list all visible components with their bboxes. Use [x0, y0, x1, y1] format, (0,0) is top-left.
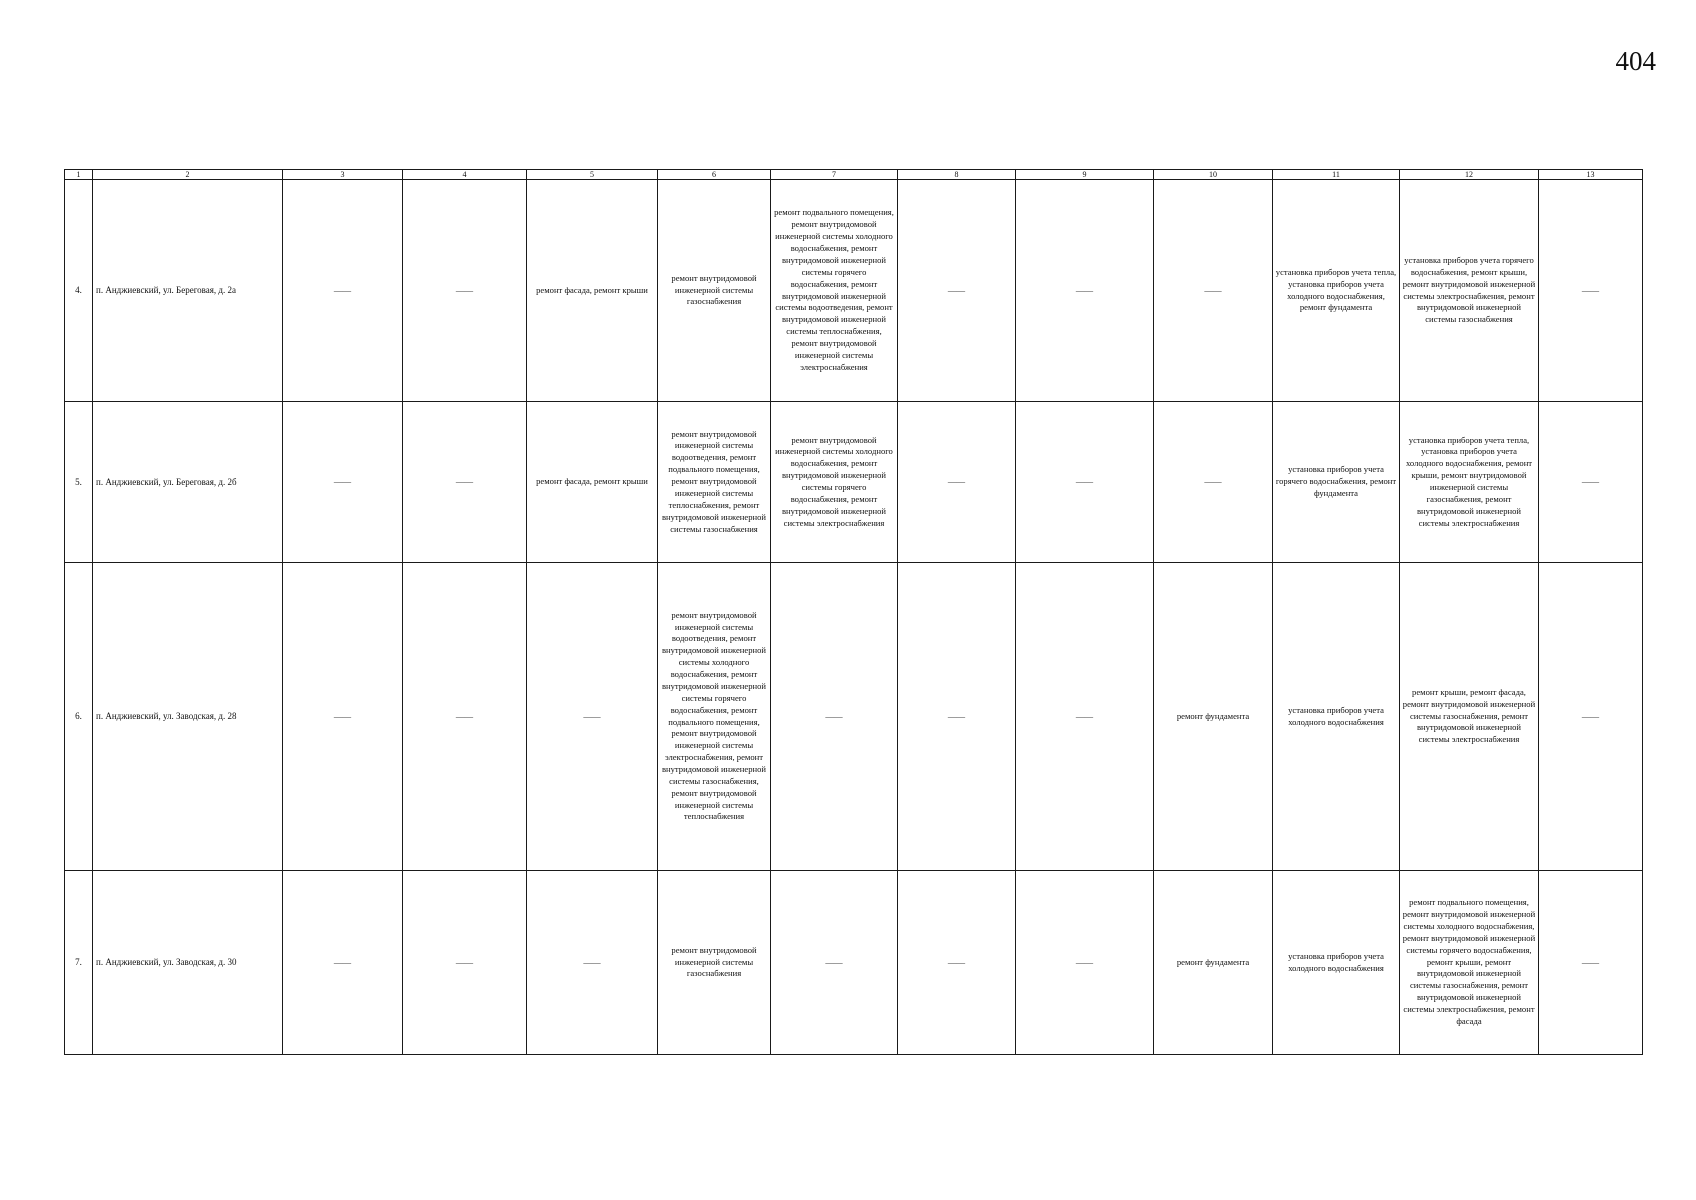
cell-col-11: установка приборов учета тепла, установка приборов учета холодного водоснабжения, ремонт фундамента: [1273, 180, 1400, 402]
cell-col-11: установка приборов учета холодного водоснабжения: [1273, 563, 1400, 871]
cell-col-8: ——: [898, 563, 1016, 871]
column-header: 5: [527, 170, 658, 180]
address-cell: п. Анджиевский, ул. Заводская, д. 30: [93, 871, 283, 1055]
cell-col-13: ——: [1539, 180, 1643, 402]
cell-col-5: ремонт фасада, ремонт крыши: [527, 180, 658, 402]
cell-col-3: ——: [283, 563, 403, 871]
cell-col-4: ——: [403, 871, 527, 1055]
cell-col-10: ——: [1154, 402, 1273, 563]
column-header: 3: [283, 170, 403, 180]
column-number-row: [65, 170, 1643, 180]
column-header: 11: [1273, 170, 1400, 180]
row-number: 6.: [65, 563, 93, 871]
cell-col-8: ——: [898, 180, 1016, 402]
row-number: 5.: [65, 402, 93, 563]
cell-col-13: ——: [1539, 563, 1643, 871]
cell-col-4: ——: [403, 180, 527, 402]
cell-col-12: ремонт подвального помещения, ремонт внутридомовой инженерной системы холодного водоснабжения, ремонт внутридомовой инженерной системы горячего водоснабжения, ремонт крыши, ремонт внутридомовой инженерной системы газоснабжения, ремонт внутридомовой инженерной системы электроснабжения, ремонт фасада: [1400, 871, 1539, 1055]
cell-col-5: ремонт фасада, ремонт крыши: [527, 402, 658, 563]
column-header: 7: [771, 170, 898, 180]
cell-col-8: ——: [898, 871, 1016, 1055]
cell-col-9: ——: [1016, 180, 1154, 402]
cell-col-7: ремонт внутридомовой инженерной системы холодного водоснабжения, ремонт внутридомовой инженерной системы горячего водоснабжения, ремонт внутридомовой инженерной системы электроснабжения: [771, 402, 898, 563]
cell-col-8: ——: [898, 402, 1016, 563]
cell-col-6: ремонт внутридомовой инженерной системы газоснабжения: [658, 871, 771, 1055]
cell-col-5: ——: [527, 563, 658, 871]
row-number: 4.: [65, 180, 93, 402]
column-header: 13: [1539, 170, 1643, 180]
cell-col-12: установка приборов учета тепла, установка приборов учета холодного водоснабжения, ремонт крыши, ремонт внутридомовой инженерной системы газоснабжения, ремонт внутридомовой инженерной системы электроснабжения: [1400, 402, 1539, 563]
column-header: 10: [1154, 170, 1273, 180]
cell-col-11: установка приборов учета холодного водоснабжения: [1273, 871, 1400, 1055]
column-header: 1: [65, 170, 93, 180]
cell-col-4: ——: [403, 402, 527, 563]
address-cell: п. Анджиевский, ул. Заводская, д. 28: [93, 563, 283, 871]
cell-col-12: установка приборов учета горячего водоснабжения, ремонт крыши, ремонт внутридомовой инженерной системы электроснабжения, ремонт внутридомовой инженерной системы газоснабжения: [1400, 180, 1539, 402]
table-row: [65, 871, 1643, 1055]
column-header: 2: [93, 170, 283, 180]
cell-col-3: ——: [283, 180, 403, 402]
cell-col-10: ремонт фундамента: [1154, 563, 1273, 871]
cell-col-10: ремонт фундамента: [1154, 871, 1273, 1055]
cell-col-10: ——: [1154, 180, 1273, 402]
table-row: [65, 563, 1643, 871]
column-header: 4: [403, 170, 527, 180]
table-row: [65, 402, 1643, 563]
address-cell: п. Анджиевский, ул. Береговая, д. 2б: [93, 402, 283, 563]
cell-col-7: ——: [771, 871, 898, 1055]
cell-col-4: ——: [403, 563, 527, 871]
table-row: [65, 180, 1643, 402]
row-number: 7.: [65, 871, 93, 1055]
cell-col-6: ремонт внутридомовой инженерной системы водоотведения, ремонт внутридомовой инженерной системы холодного водоснабжения, ремонт внутридомовой инженерной системы горячего водоснабжения, ремонт подвального помещения, ремонт внутридомовой инженерной системы электроснабжения, ремонт внутридомовой инженерной системы газоснабжения, ремонт внутридомовой инженерной системы теплоснабжения: [658, 563, 771, 871]
cell-col-9: ——: [1016, 402, 1154, 563]
cell-col-9: ——: [1016, 871, 1154, 1055]
cell-col-13: ——: [1539, 871, 1643, 1055]
cell-col-5: ——: [527, 871, 658, 1055]
cell-col-11: установка приборов учета горячего водоснабжения, ремонт фундамента: [1273, 402, 1400, 563]
column-header: 9: [1016, 170, 1154, 180]
cell-col-13: ——: [1539, 402, 1643, 563]
page-number: 404: [1615, 46, 1656, 76]
cell-col-9: ——: [1016, 563, 1154, 871]
cell-col-6: ремонт внутридомовой инженерной системы газоснабжения: [658, 180, 771, 402]
cell-col-7: ремонт подвального помещения, ремонт внутридомовой инженерной системы холодного водоснабжения, ремонт внутридомовой инженерной системы горячего водоснабжения, ремонт внутридомовой инженерной системы водоотведения, ремонт внутридомовой инженерной системы теплоснабжения, ремонт внутридомовой инженерной системы электроснабжения: [771, 180, 898, 402]
cell-col-12: ремонт крыши, ремонт фасада, ремонт внутридомовой инженерной системы газоснабжения, ремонт внутридомовой инженерной системы электроснабжения: [1400, 563, 1539, 871]
column-header: 12: [1400, 170, 1539, 180]
cell-col-7: ——: [771, 563, 898, 871]
column-header: 6: [658, 170, 771, 180]
cell-col-3: ——: [283, 871, 403, 1055]
column-header: 8: [898, 170, 1016, 180]
address-cell: п. Анджиевский, ул. Береговая, д. 2а: [93, 180, 283, 402]
cell-col-6: ремонт внутридомовой инженерной системы водоотведения, ремонт подвального помещения, ремонт внутридомовой инженерной системы теплоснабжения, ремонт внутридомовой инженерной системы газоснабжения: [658, 402, 771, 563]
cell-col-3: ——: [283, 402, 403, 563]
repair-schedule-table: [64, 169, 1643, 1055]
